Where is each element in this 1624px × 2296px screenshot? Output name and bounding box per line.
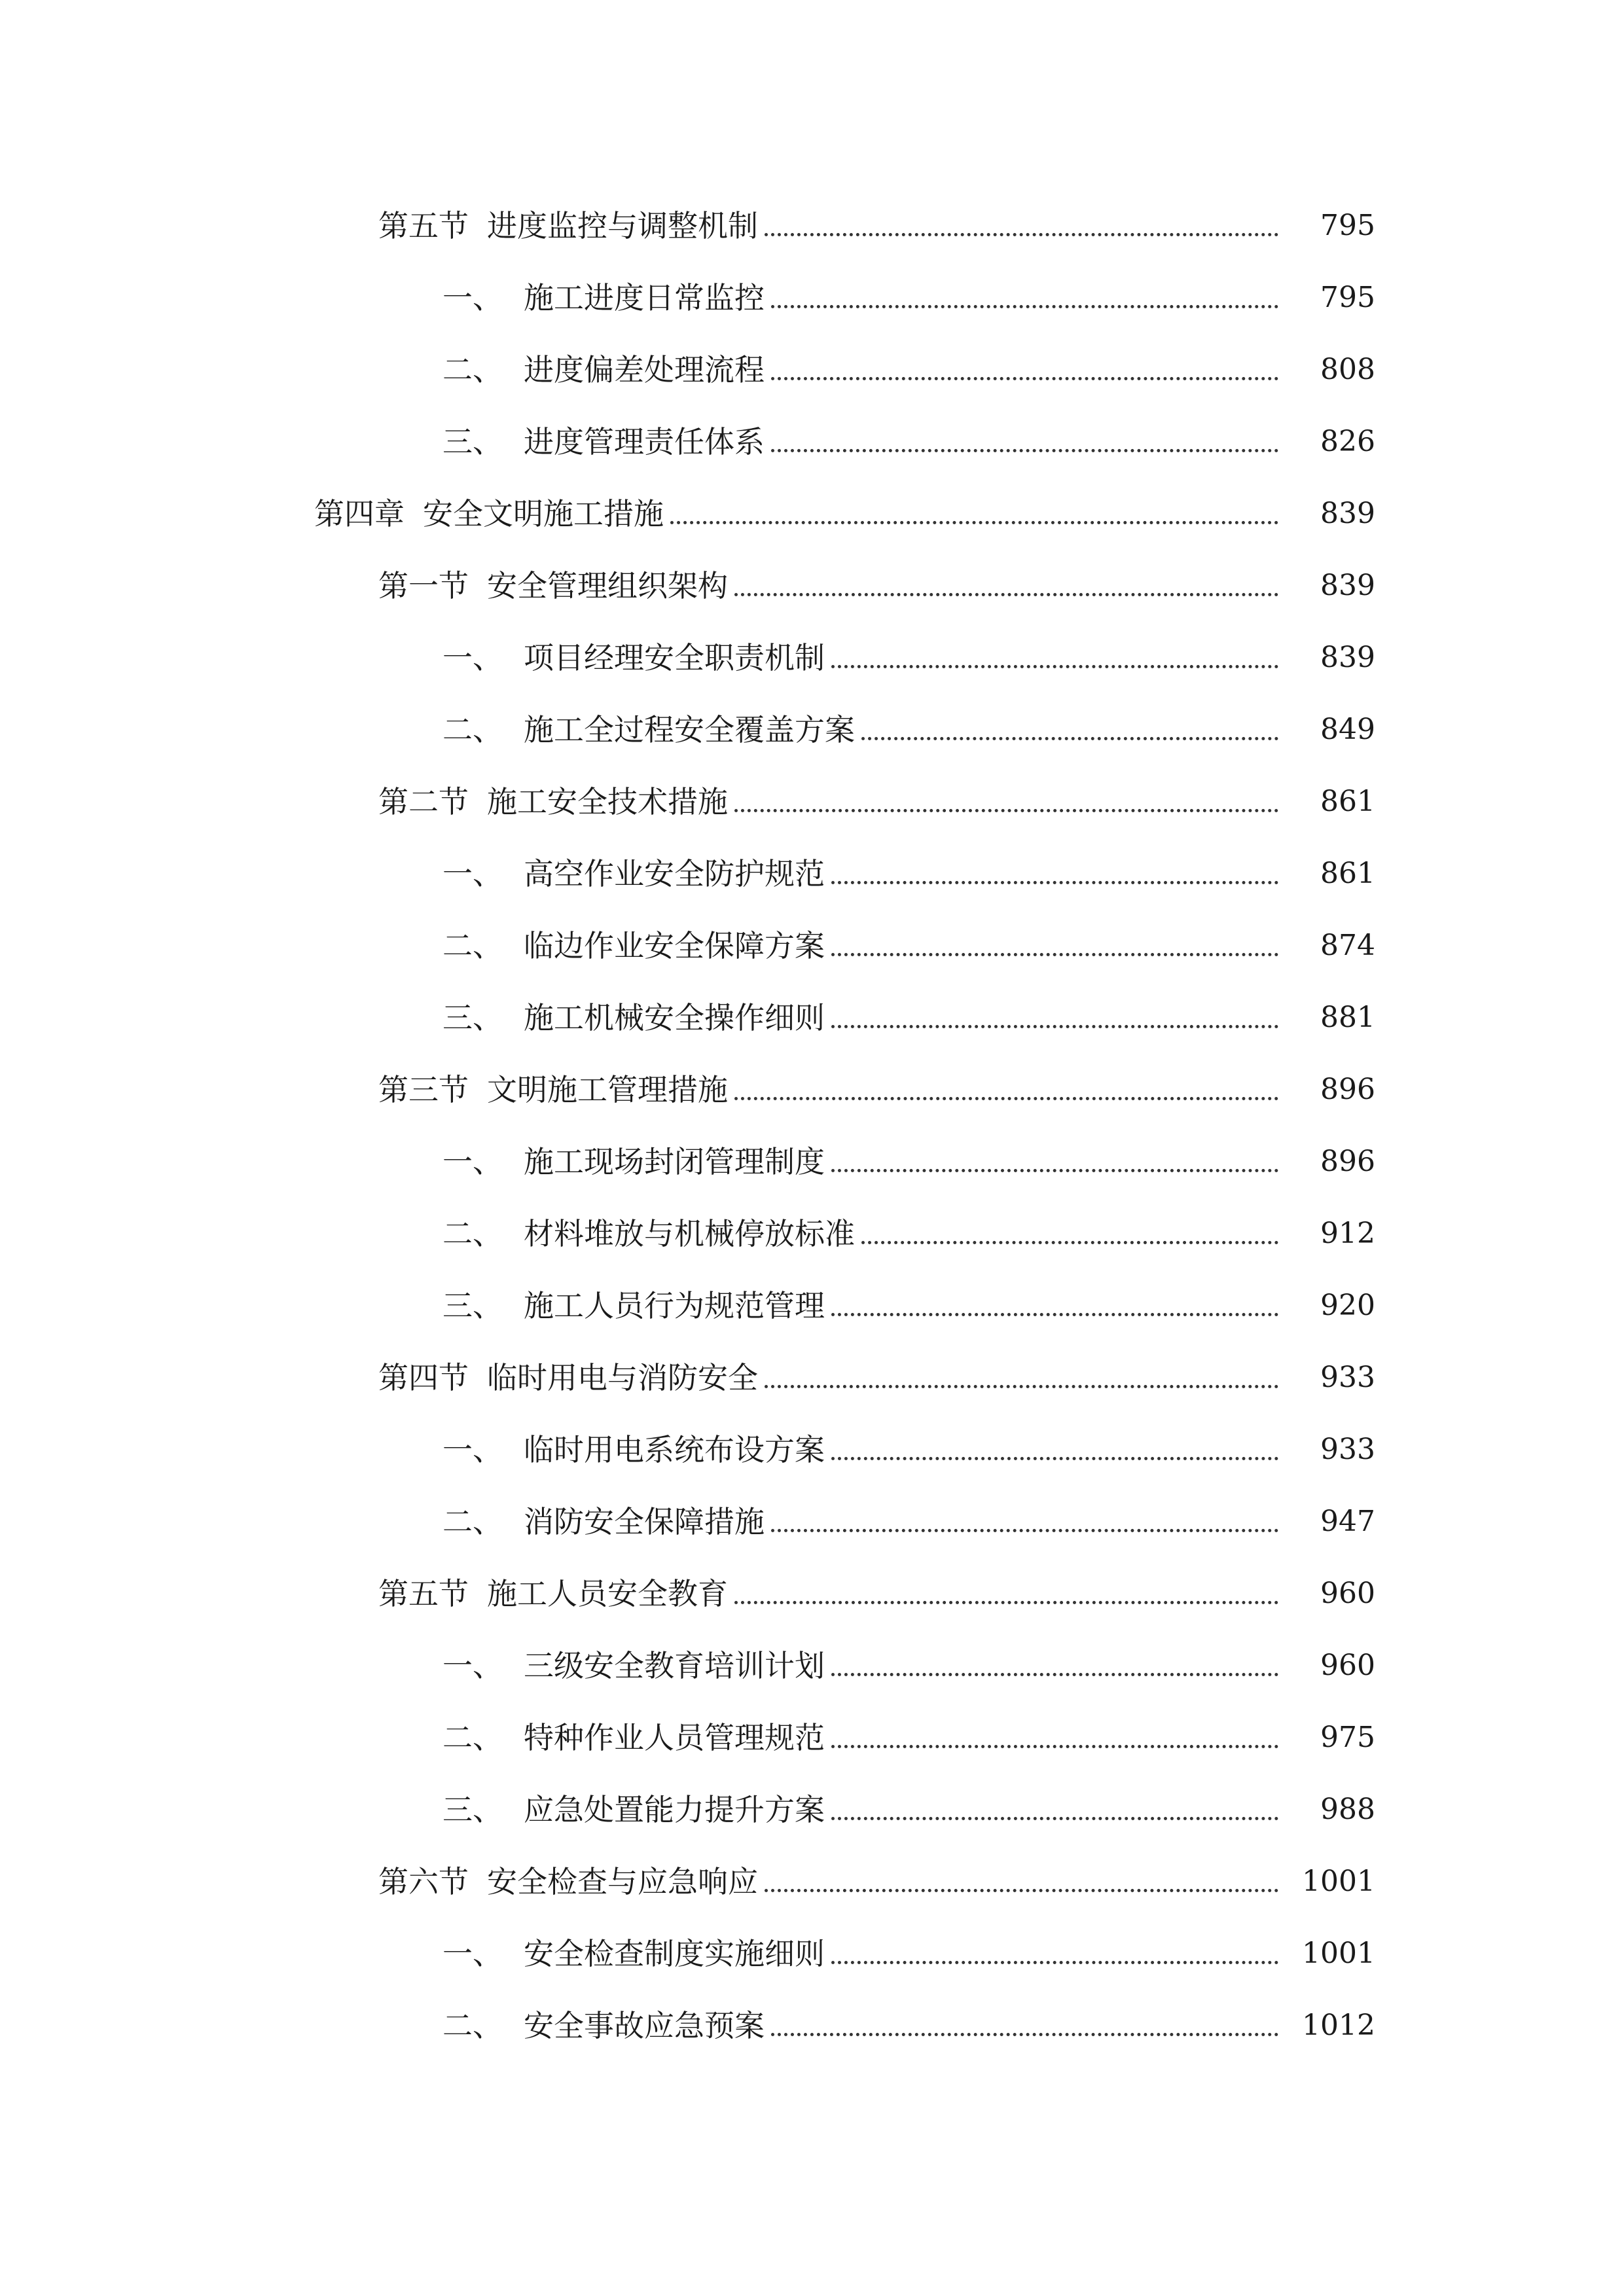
- dot-leader: [771, 2003, 1278, 2036]
- dot-leader: [861, 707, 1278, 740]
- toc-entry-page-number: 1001: [1302, 1865, 1375, 1898]
- toc-entry-section[interactable]: [0, 766, 1624, 838]
- toc-entry-text: [442, 712, 855, 747]
- toc-entry-text: [442, 1936, 825, 1971]
- dot-leader: [831, 1643, 1278, 1676]
- toc-entry-item[interactable]: [0, 262, 1624, 334]
- toc-entry-text: [442, 640, 825, 675]
- toc-entry-text: [378, 208, 758, 243]
- toc-entry-page-number: 920: [1320, 1289, 1375, 1322]
- dot-leader: [831, 635, 1278, 668]
- toc-entry-title: 临边作业安全保障方案: [524, 928, 825, 963]
- toc-entry-title: 文明施工管理措施: [487, 1072, 728, 1107]
- toc-entry-item[interactable]: [0, 982, 1624, 1054]
- toc-entry-text: [378, 568, 728, 603]
- dot-leader: [831, 923, 1278, 956]
- toc-entry-text: [442, 1720, 825, 1755]
- toc-entry-page-number: 881: [1320, 1001, 1375, 1034]
- dot-leader: [831, 851, 1278, 884]
- toc-entry-label: 三、: [442, 1792, 503, 1827]
- toc-entry-text: [442, 856, 825, 891]
- toc-entry-text: [442, 1000, 825, 1035]
- toc-entry-label: 二、: [442, 2008, 503, 2043]
- toc-entry-text: [442, 352, 765, 387]
- toc-entry-page-number: 874: [1320, 929, 1375, 962]
- toc-entry-item[interactable]: [0, 1990, 1624, 2062]
- toc-entry-label: 二、: [442, 1504, 503, 1539]
- dot-leader: [831, 1715, 1278, 1748]
- dot-leader: [765, 1859, 1278, 1892]
- toc-entry-title: 施工人员行为规范管理: [524, 1288, 825, 1323]
- toc-entry-page-number: 896: [1320, 1145, 1375, 1178]
- toc-entry-title: 项目经理安全职责机制: [524, 640, 825, 675]
- toc-entry-page-number: 988: [1320, 1793, 1375, 1826]
- dot-leader: [861, 1211, 1278, 1244]
- toc-entry-label: 第一节: [378, 568, 469, 603]
- toc-entry-page-number: 933: [1320, 1361, 1375, 1394]
- toc-entry-title: 临时用电与消防安全: [487, 1360, 758, 1395]
- toc-entry-text: [442, 1288, 825, 1323]
- toc-entry-page-number: 947: [1320, 1505, 1375, 1538]
- toc-entry-label: 第五节: [378, 1576, 469, 1611]
- toc-entry-title: 安全检查与应急响应: [487, 1864, 758, 1899]
- toc-entry-section[interactable]: [0, 1342, 1624, 1414]
- toc-entry-item[interactable]: [0, 1126, 1624, 1198]
- toc-entry-text: [314, 496, 664, 531]
- toc-entry-text: [442, 1504, 765, 1539]
- toc-entry-label: 二、: [442, 1216, 503, 1251]
- toc-entry-title: 施工人员安全教育: [487, 1576, 728, 1611]
- toc-entry-section[interactable]: [0, 550, 1624, 622]
- toc-entry-title: 进度偏差处理流程: [524, 352, 765, 387]
- toc-entry-label: 第二节: [378, 784, 469, 819]
- toc-entry-title: 安全文明施工措施: [423, 496, 664, 531]
- dot-leader: [831, 1931, 1278, 1964]
- toc-entry-section[interactable]: [0, 190, 1624, 262]
- toc-entry-label: 二、: [442, 928, 503, 963]
- toc-entry-item[interactable]: [0, 1270, 1624, 1342]
- dot-leader: [831, 995, 1278, 1028]
- toc-entry-label: 第四章: [314, 496, 405, 531]
- dot-leader: [670, 491, 1278, 524]
- toc-entry-label: 二、: [442, 712, 503, 747]
- toc-entry-page-number: 849: [1320, 713, 1375, 746]
- dot-leader: [771, 1499, 1278, 1532]
- toc-entry-title: 进度管理责任体系: [524, 424, 765, 459]
- toc-entry-text: [378, 784, 728, 819]
- toc-entry-text: [442, 1144, 825, 1179]
- dot-leader: [831, 1283, 1278, 1316]
- toc-entry-title: 安全管理组织架构: [487, 568, 728, 603]
- toc-entry-item[interactable]: [0, 406, 1624, 478]
- toc-entry-text: [442, 1432, 825, 1467]
- toc-entry-page-number: 975: [1320, 1721, 1375, 1754]
- toc-entry-text: [442, 424, 765, 459]
- dot-leader: [831, 1787, 1278, 1820]
- toc-entry-page-number: 861: [1320, 785, 1375, 818]
- toc-entry-label: 第六节: [378, 1864, 469, 1899]
- toc-entry-title: 安全事故应急预案: [524, 2008, 765, 2043]
- toc-entry-page-number: 1001: [1302, 1937, 1375, 1970]
- toc-entry-page-number: 933: [1320, 1433, 1375, 1466]
- toc-entry-page-number: 861: [1320, 857, 1375, 890]
- toc-entry-text: [442, 1792, 825, 1827]
- toc-entry-item[interactable]: [0, 1486, 1624, 1558]
- dot-leader: [765, 1355, 1278, 1388]
- toc-entry-chapter[interactable]: [0, 478, 1624, 550]
- dot-leader: [734, 779, 1278, 812]
- dot-leader: [771, 419, 1278, 452]
- toc-entry-text: [378, 1072, 728, 1107]
- toc-entry-item[interactable]: [0, 1198, 1624, 1270]
- toc-entry-page-number: 912: [1320, 1217, 1375, 1250]
- toc-entry-label: 三、: [442, 424, 503, 459]
- toc-entry-title: 施工全过程安全覆盖方案: [524, 712, 855, 747]
- toc-entry-item[interactable]: [0, 334, 1624, 406]
- toc-entry-label: 第三节: [378, 1072, 469, 1107]
- toc-entry-title: 应急处置能力提升方案: [524, 1792, 825, 1827]
- toc-entry-label: 第四节: [378, 1360, 469, 1395]
- toc-entry-text: [442, 928, 825, 963]
- dot-leader: [771, 347, 1278, 380]
- toc-entry-item[interactable]: [0, 1630, 1624, 1702]
- toc-entry-item[interactable]: [0, 1414, 1624, 1486]
- toc-entry-label: 三、: [442, 1288, 503, 1323]
- toc-entry-text: [442, 1648, 825, 1683]
- toc-entry-title: 特种作业人员管理规范: [524, 1720, 825, 1755]
- toc-entry-label: 二、: [442, 1720, 503, 1755]
- toc-entry-item[interactable]: [0, 694, 1624, 766]
- dot-leader: [771, 275, 1278, 308]
- toc-entry-title: 施工现场封闭管理制度: [524, 1144, 825, 1179]
- toc-entry-label: 二、: [442, 352, 503, 387]
- toc-entry-page-number: 960: [1320, 1577, 1375, 1610]
- toc-entry-page-number: 808: [1320, 353, 1375, 386]
- dot-leader: [734, 1067, 1278, 1100]
- table-of-contents: [0, 190, 1624, 2062]
- toc-entry-text: [442, 2008, 765, 2043]
- toc-entry-text: [442, 280, 765, 315]
- toc-entry-text: [442, 1216, 855, 1251]
- toc-entry-text: [378, 1576, 728, 1611]
- toc-entry-title: 材料堆放与机械停放标准: [524, 1216, 855, 1251]
- toc-entry-title: 进度监控与调整机制: [487, 208, 758, 243]
- toc-entry-label: 一、: [442, 1432, 503, 1467]
- toc-entry-item[interactable]: [0, 1774, 1624, 1846]
- toc-entry-page-number: 839: [1320, 497, 1375, 530]
- toc-entry-page-number: 839: [1320, 569, 1375, 602]
- toc-entry-page-number: 960: [1320, 1649, 1375, 1682]
- toc-entry-title: 高空作业安全防护规范: [524, 856, 825, 891]
- toc-entry-section[interactable]: [0, 1054, 1624, 1126]
- toc-entry-label: 一、: [442, 1144, 503, 1179]
- toc-entry-title: 施工机械安全操作细则: [524, 1000, 825, 1035]
- dot-leader: [831, 1139, 1278, 1172]
- toc-entry-title: 消防安全保障措施: [524, 1504, 765, 1539]
- toc-entry-page-number: 1012: [1302, 2009, 1375, 2042]
- dot-leader: [831, 1427, 1278, 1460]
- dot-leader: [765, 203, 1278, 236]
- toc-entry-label: 一、: [442, 280, 503, 315]
- toc-entry-label: 一、: [442, 856, 503, 891]
- toc-entry-section[interactable]: [0, 1846, 1624, 1918]
- toc-entry-page-number: 795: [1320, 281, 1375, 314]
- toc-entry-title: 施工安全技术措施: [487, 784, 728, 819]
- toc-entry-title: 安全检查制度实施细则: [524, 1936, 825, 1971]
- toc-entry-page-number: 896: [1320, 1073, 1375, 1106]
- toc-entry-page-number: 839: [1320, 641, 1375, 674]
- toc-entry-title: 三级安全教育培训计划: [524, 1648, 825, 1683]
- dot-leader: [734, 1571, 1278, 1604]
- dot-leader: [734, 563, 1278, 596]
- toc-entry-item[interactable]: [0, 1918, 1624, 1990]
- toc-entry-label: 三、: [442, 1000, 503, 1035]
- toc-entry-title: 施工进度日常监控: [524, 280, 765, 315]
- toc-entry-label: 一、: [442, 1936, 503, 1971]
- toc-entry-text: [378, 1360, 758, 1395]
- toc-entry-label: 一、: [442, 1648, 503, 1683]
- toc-entry-label: 一、: [442, 640, 503, 675]
- toc-entry-item[interactable]: [0, 910, 1624, 982]
- toc-entry-item[interactable]: [0, 1702, 1624, 1774]
- toc-entry-item[interactable]: [0, 838, 1624, 910]
- toc-entry-page-number: 795: [1320, 209, 1375, 242]
- toc-entry-item[interactable]: [0, 622, 1624, 694]
- toc-entry-page-number: 826: [1320, 425, 1375, 458]
- toc-entry-title: 临时用电系统布设方案: [524, 1432, 825, 1467]
- toc-entry-section[interactable]: [0, 1558, 1624, 1630]
- toc-entry-text: [378, 1864, 758, 1899]
- toc-entry-label: 第五节: [378, 208, 469, 243]
